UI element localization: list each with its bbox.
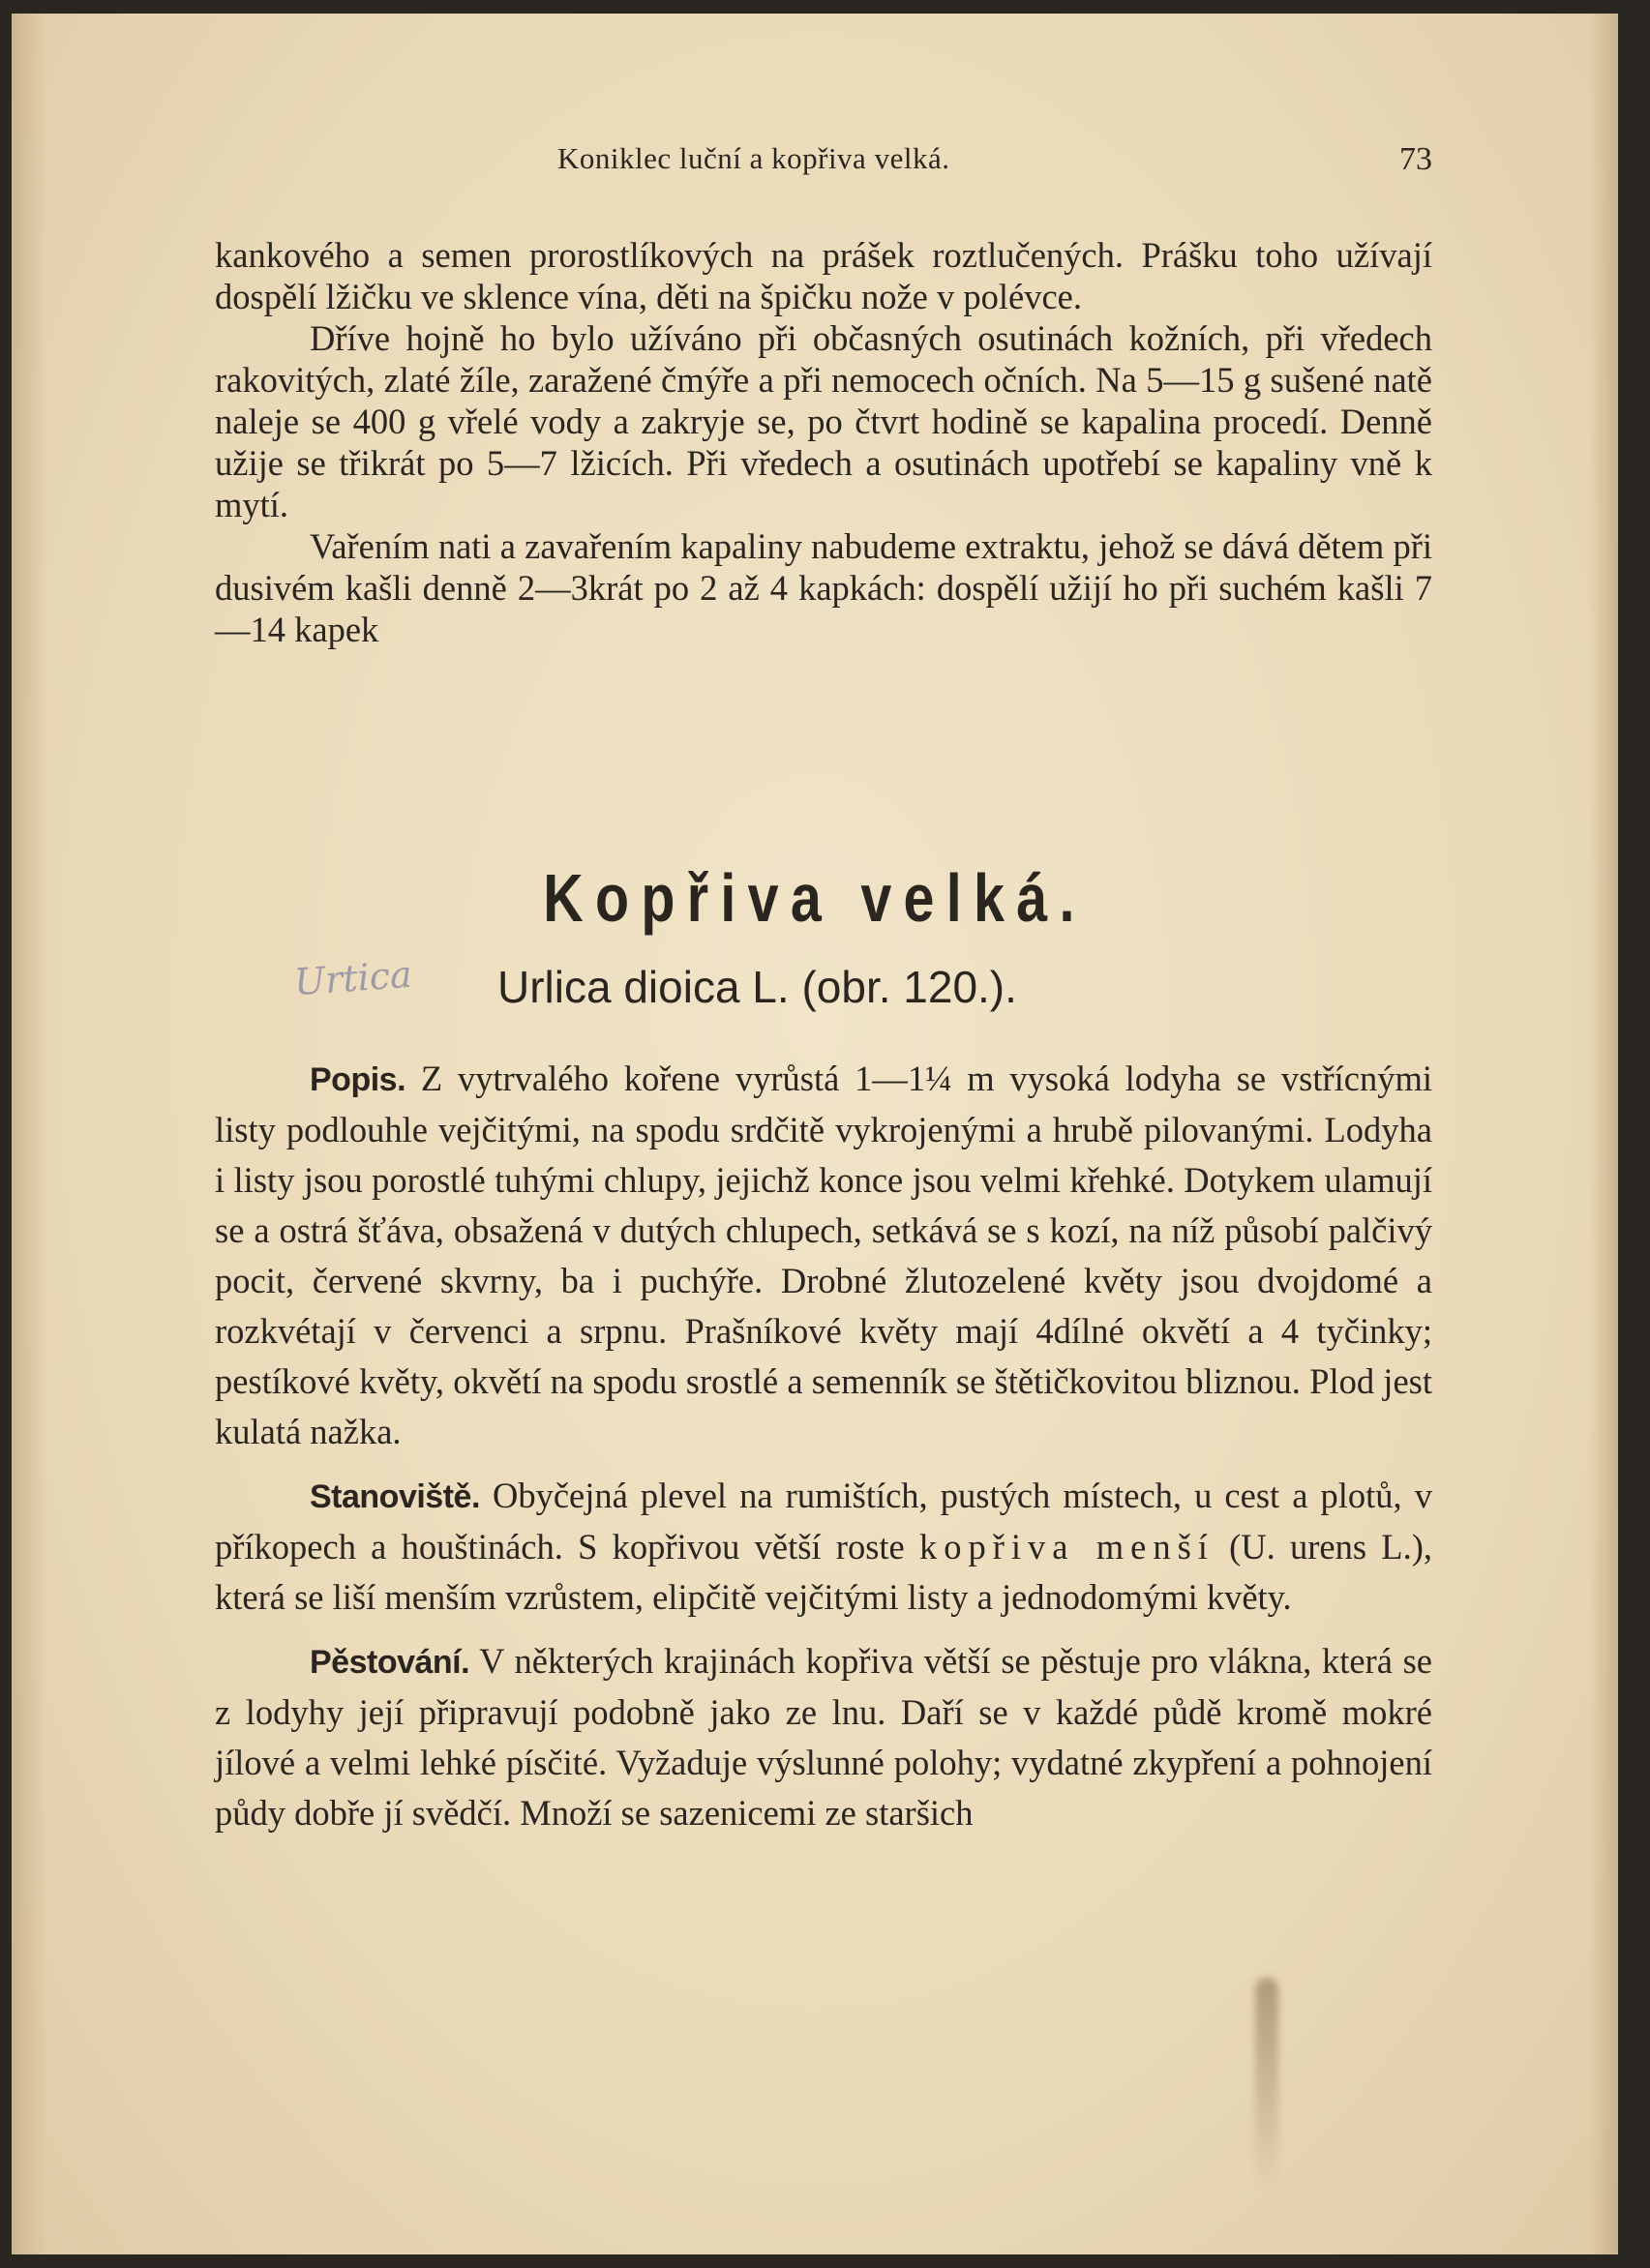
section-text-stanoviste-2: (U. urens L.), která se liší menším vzrůstem, elipčitě vejčitými listy a jednodomými květy. xyxy=(215,1527,1433,1617)
paragraph: Dříve hojně ho bylo užíváno při občasných osutinách kožních, při vředech rakovitých, zlaté žíle, zaražené čmýře a při nemocech očních. Na 5—15 g sušené natě naleje se 400 g vřelé vody a zakryje se, po čtvrt hodině se kapalina procedí. Denně užije se třikrát po 5—7 lžicích. Při vředech a osutinách upotřebí se kapaliny vně k mytí. xyxy=(215,318,1432,524)
running-head: Koniklec luční a kopřiva velká. xyxy=(557,141,950,175)
paragraph: kankového a semen prorostlíkových na prášek roztlučených. Prášku toho užívají dospělí lžičku ve sklence vína, děti na špičku nože v polévce. xyxy=(215,235,1432,316)
section-label-stanoviste: Stanoviště. xyxy=(310,1478,480,1515)
section-label-pestovani: Pěstování. xyxy=(310,1644,470,1681)
page-header xyxy=(12,141,1618,190)
section-popis xyxy=(215,1054,1432,1457)
section-stanoviste xyxy=(215,1471,1432,1623)
article-body xyxy=(215,1054,1432,1852)
section-text-spaced: kopřiva menší xyxy=(919,1527,1215,1567)
page-edge-shadow-left xyxy=(12,14,48,2254)
page-edge-shadow-right xyxy=(1589,14,1618,2254)
book-page xyxy=(12,14,1618,2254)
latin-name: Urlica dioica L. (obr. 120.). xyxy=(497,962,1017,1012)
section-text-stanoviste: Obyčejná plevel na rumištích, pustých místech, u cest a plotů, v příkopech a houštinách. S kopřivou větší roste xyxy=(215,1476,1432,1567)
subtitle-row xyxy=(12,952,1618,1015)
paper-stain xyxy=(1255,1978,1278,2191)
continuation-text xyxy=(215,234,1432,650)
section-pestovani xyxy=(215,1636,1432,1838)
section-text-pestovani: V některých krajinách kopřiva větší se pěstuje pro vlákna, která se z lodyhy její připravují podobně jako ze lnu. Daří se v každé půdě kromě mokré jílové a velmi lehké písčité. Vyžaduje výslunné polohy; vydatné zkypření a pohnojení půdy dobře jí svědčí. Množí se sazenicemi ze staršich xyxy=(215,1641,1432,1833)
paragraph: Vařením nati a zavařením kapaliny nabudeme extraktu, jehož se dává dětem při dusivém kašli denně 2—3krát po 2 až 4 kapkách: dospělí užijí ho při suchém kašli 7—14 kapek xyxy=(215,526,1432,649)
handwritten-note: Urtica xyxy=(292,952,413,1004)
article-title: Kopřiva velká. xyxy=(543,860,1087,936)
section-label-popis: Popis. xyxy=(310,1061,406,1098)
page-number: 73 xyxy=(1399,141,1432,177)
section-text-popis: Z vytrvalého kořene vyrůstá 1—1¼ m vysoká lodyha se vstřícnými listy podlouhle vejčitými, na spodu srdčitě vykrojenými a hrubě pilovanými. Lodyha i listy jsou porostlé tuhými chlupy, jejichž konce jsou velmi křehké. Dotykem ulamují se a ostrá šťáva, obsažená v dutých chlupech, setkává se s kozí, na níž působí palčivý pocit, červené skvrny, ba i puchýře. Drobné žlutozelené květy jsou dvojdomé a rozkvétají v červenci a srpnu. Prašníkové květy mají 4dílné okvětí a 4 tyčinky; pestíkové květy, okvětí na spodu srostlé a semenník se štětičkovitou bliznou. Plod jest kulatá nažka. xyxy=(215,1059,1432,1451)
